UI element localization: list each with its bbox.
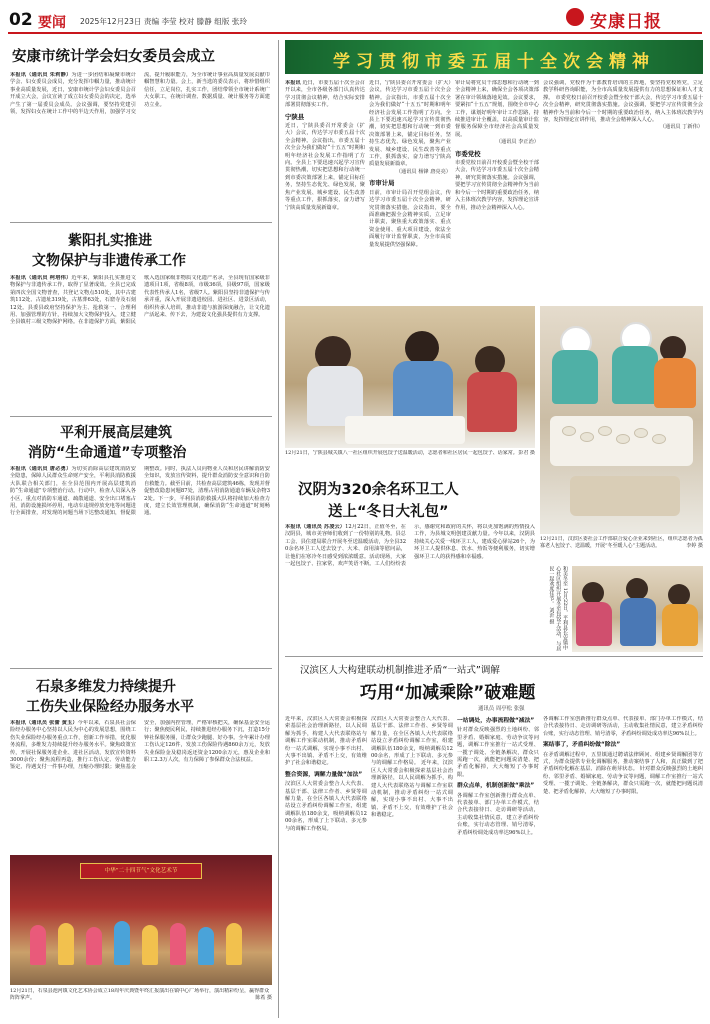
divider-right-1 bbox=[285, 656, 703, 657]
shiquan-body bbox=[10, 720, 270, 852]
hanbin-body-5: 在矛盾调解过程中，五里镇通过聘请法律顾问、组建乡贤调解团等方式，为群众提供专业化调解服务，推动案结事了人和，真正做到了把矛盾纠纷化解在基层、消除在萌芽状态。 bbox=[543, 751, 703, 773]
side-photo bbox=[572, 566, 703, 652]
stage-photo bbox=[10, 855, 272, 985]
ziyang-byline: 本报讯（通讯员 柯培伟） bbox=[10, 275, 72, 281]
hanbin-body-4-cont: 各调解工作室创新推行群众点单、代表接单、部门办单工作模式，结合代表接待日、走访调研等活动，主动收集社情民意，建立矛盾纠纷台账，实行动态管理、销号清零，矛盾纠纷调处成功率达96%以上。 bbox=[543, 716, 703, 737]
side-caption-credit: 刘沂 摄 bbox=[548, 607, 555, 625]
dumplings-caption-credit: 李婷 摄 bbox=[686, 542, 703, 549]
hanyin-text: 12月22日，正值冬至，在汉阴县，城市美容师们收到了一份特别的礼物。县总工会、县住建局联合开展冬至送温暖活动，为全县320余名环卫工人送去饺子、大米、食用油等慰问品，让他们在寒冷冬日感受到浓浓暖意。活动现场，大家一起包饺子、拉家常，欢声笑语不断。工人们纷纷表示，感谢党和政府的关怀，将以更加饱满的热情投入工作，为县城文明创建贡献力量。今年以来，汉阴县持续关心关爱一线环卫工人，建成爱心驿站26个，为环卫工人提供休息、饮水、热饭等便利服务，切实增强环卫工人的获得感和幸福感。 bbox=[285, 524, 535, 568]
ziyang-text: 近年来，紫阳县扎实推进文物保护与非遗传承工作，取得了显著成效。全县已完成第四次全国文物普查，共登记文物点510处，其中古建筑112处、古遗址319处，古墓葬63处，石窟寺及石刻12处。县委县政府坚持保护为主、抢救第一、合理利用、加强管理的方针，持续加大文物保护投入，建立健全县镇村三级文物保护网络。在非遗保护方面，紫阳民歌入选国家级非物质文化遗产名录，全县现有国家级非遗项目1项，省级8项，市级36项，县级97项，国家级代表性传承人1名，省级7人。紫阳县坚持非遗保护与传承并重，深入开展非遗进校园、进社区、进景区活动，组织传承人培训，推动非遗与旅游深度融合，让文化遗产活起来、传下去，为建设文化强县提供有力支撑。 bbox=[10, 275, 270, 326]
kids-caption-text: 12月21日，宁陕县城关镇八一社区组织开展包饺子送温暖活动，志愿者和社区居民一起包饺子、话家常。 bbox=[285, 450, 518, 456]
plenum-banner bbox=[285, 40, 703, 74]
side-caption-text: 和美冬至 12月22日，平利县长安镇中心社区组织开展冬至包饺子活动，与居民一起欢度佳节。 bbox=[548, 566, 568, 651]
stage-banner-text: 中华“二十四节气”文化艺术节 bbox=[104, 868, 178, 874]
women-fed-body bbox=[10, 72, 270, 222]
page-number: 02 bbox=[9, 10, 33, 30]
hanyin-byline: 本报讯（通讯员 苏凌云） bbox=[285, 524, 346, 530]
hanbin-body-4: 各调解工作室创新推行群众点单、代表接单、部门办单工作模式，结合代表接待日、走访调研等活动，主动收集社情民意，建立矛盾纠纷台账，实行动态管理、销号清零，矛盾纠纷调处成功率达96%以上。 bbox=[457, 792, 539, 836]
plenum-col-1 bbox=[285, 80, 365, 300]
pinli-text: 为切实消除高层建筑消防安全隐患，保障人民群众生命财产安全，平利县消防救援大队联合相关部门，在全县范围内开展高层建筑消防“生命通道”专项整治行动。行动中，检查人员深入各小区，重点对消防车通道、疏散通道、安全出口堵塞占用，消防设施损坏停用，电动车违规停放充电等问题进行全面排查，对发现的问题当场下达整改通知，督促限期整改。同时，执法人员向物业人员和居民讲解消防安全知识，发放宣传资料，提升群众消防安全意识和自防自救能力。截至目前，共检查高层建筑46栋，发现并督促整改隐患问题87处，清理占用消防通道车辆及杂物32处。下一步，平利县消防救援大队将持续加大检查力度，建立长效管理机制，确保消防“生命通道”时刻畅通。 bbox=[10, 466, 270, 517]
ziyang-body bbox=[10, 275, 270, 415]
audit-title: 市审计局 bbox=[369, 179, 395, 188]
pinli-headline-1: 平利开展高层建筑 bbox=[60, 425, 172, 441]
dancers bbox=[30, 905, 250, 975]
hanbin-headline: 巧用“加减乘除”破难题 bbox=[360, 683, 536, 703]
banner-text: 学习贯彻市委五届十全次会精神 bbox=[333, 52, 655, 72]
hanbin-byline: 通讯员 周亭松 张强 bbox=[478, 706, 525, 712]
hanbin-body-1-cont: 近年来，汉滨区人大常委会积极探索基层社会治理新路径，以人民调解为抓手，构建人大代表联络站与调解工作室联动机制，推动矛盾纠纷一站式调解，实现小事不出村、大事不出镇、矛盾不上交，有效维护了社会和谐稳定。 bbox=[371, 760, 453, 819]
shiquan-byline: 本报讯（通讯员 张蕾 黄玉） bbox=[10, 720, 78, 726]
hanbin-body-2: 汉滨区人大常委会整合人大代表、基层干部、法律工作者、乡贤等调解力量，在全区各镇人大代表联络站设立矛盾纠纷调解工作室，组建调解队伍180余支，吸纳调解员1200余名，形成了上下联动、多元参与的调解工作格局。 bbox=[285, 781, 367, 832]
plenum-col-2 bbox=[369, 80, 451, 300]
divider-3 bbox=[10, 668, 272, 669]
party-school-title: 市委党校 bbox=[455, 149, 481, 158]
dumplings-photo-caption bbox=[540, 536, 703, 564]
plenum-intro: 近日，市委五届十次全会召开以来，全市各级各部门认真传达学习贯彻会议精神，结合实际安排部署贯彻落实工作。 bbox=[285, 80, 365, 109]
stage-caption-credit: 陈希 摄 bbox=[255, 994, 272, 1001]
page-meta: 2025年12月23日 责编 李莹 校对 滕静 组版 张玲 bbox=[80, 17, 248, 26]
pinli-byline: 本报讯（通讯员 唐必勇） bbox=[10, 466, 72, 472]
hanbin-body-3: 针对群众反映强烈的土地纠纷、邻里矛盾、婚姻家庭、劳动争议等问题，调解工作室推行一站式受理、一揽子调处、全链条解决，群众只需跑一次，就能把问题说清楚、把矛盾化解掉，大大缩短了办事时限。 bbox=[457, 727, 539, 778]
divider-1 bbox=[10, 222, 272, 223]
hanbin-col-3 bbox=[457, 716, 539, 1016]
pinli-body bbox=[10, 466, 270, 666]
hanbin-col-4 bbox=[543, 716, 703, 1016]
col3-credit: （通讯员 李正治） bbox=[495, 139, 539, 146]
side-caption bbox=[540, 566, 568, 652]
hanbin-sub-1: 整合资源，调解力量做“加法” bbox=[285, 771, 363, 778]
col4-credit: （通讯员 丁新伟） bbox=[659, 124, 703, 131]
section-name: 要闻 bbox=[38, 15, 66, 31]
hanyin-body bbox=[285, 524, 535, 642]
women-fed-headline: 安康市统计学会妇女委员会成立 bbox=[12, 49, 215, 65]
column-divider bbox=[278, 40, 279, 1018]
hanbin-sub-4: 案结事了，矛盾纠纷做“除法” bbox=[543, 742, 621, 749]
ningshan-body: 近日，宁陕县委召开常委会（扩大）会议，传达学习市委五届十次全会精神。会议指出，市委五届十次全会为我们做好“十五五”时期和明年经济社会发展工作指明了方向。全县上下要迅速兴起学习宣传贯彻热潮，切实把思想和行动统一到市委决策部署上来，锚定目标任务，坚持生态优先、绿色发展，聚焦产业发展、城乡建设、民生改善等重点工作，狠抓落实，奋力谱写宁陕高质量发展新篇章。 bbox=[285, 123, 365, 211]
party-school-body: 市委党校日前召开校委会暨全校干部大会，传达学习市委五届十次全会精神，研究贯彻落实措施。会议强调，要把学习宣传贯彻全会精神作为当前和今后一个时期的重要政治任务，纳入主体班次教学内容，发挥理论宣讲作用，推动全会精神深入人心。 bbox=[455, 160, 539, 211]
hanbin-body-3-cont: 针对群众反映强烈的土地纠纷、邻里矛盾、婚姻家庭、劳动争议等问题，调解工作室推行一站式受理、一揽子调处、全链条解决，群众只需跑一次，就能把问题说清楚、把矛盾化解掉，大大缩短了办事时限。 bbox=[543, 766, 703, 795]
hanyin-headline-2: 送上“冬日大礼包” bbox=[328, 504, 449, 520]
women-fed-byline: 本报讯（通讯员 朱莉静） bbox=[10, 72, 72, 78]
plenum-col-3 bbox=[455, 80, 539, 300]
hanbin-sub-2: 一站调处，办事流程做“减法” bbox=[457, 718, 535, 724]
audit-body: 日前，市审计局召开党组会议，传达学习市委五届十次全会精神，研究贯彻落实措施。会议指出，要全面准确把握全会精神实质，立足审计职责，聚焦重大政策落实、重点资金使用、重大项目建设，依法全面履行审计监督职责，为全市高质量发展提供坚强保障。 bbox=[369, 189, 451, 248]
divider-2 bbox=[10, 416, 272, 417]
dumplings-photo bbox=[540, 306, 703, 534]
shiquan-headline-2: 工伤失业保险经办服务水平 bbox=[26, 699, 194, 715]
col3-body: 审计局将党员干部思想和行动统一到全会精神上来，确保全会各项决策部署在审计领域落地见效。会议要求，要紧扣“十五五”规划，围绕全市中心工作，谋划好明年审计工作思路，持续推进审计全覆盖，以高质量审计监督服务保障全市经济社会高质量发展。 bbox=[455, 80, 539, 138]
plenum-col-4 bbox=[543, 80, 703, 300]
plenum-byline: 本报讯 bbox=[285, 80, 303, 86]
kids-photo-caption bbox=[285, 450, 535, 466]
hanbin-body-1: 近年来，汉滨区人大常委会积极探索基层社会治理新路径，以人民调解为抓手，构建人大代表联络站与调解工作室联动机制，推动矛盾纠纷一站式调解，实现小事不出村、大事不出镇、矛盾不上交，有效维护了社会和谐稳定。 bbox=[285, 716, 367, 767]
hanbin-sub-3: 群众点单，机制创新做“乘法” bbox=[457, 783, 535, 790]
page-header bbox=[0, 0, 710, 34]
pinli-headline-2: 消防“生命通道”专项整治 bbox=[28, 445, 187, 461]
ningshan-body-cont: 近日，宁陕县委召开常委会（扩大）会议，传达学习市委五届十次全会精神。会议指出，市委五届十次全会为我们做好“十五五”时期和明年经济社会发展工作指明了方向。全县上下要迅速兴起学习宣传贯彻热潮，切实把思想和行动统一到市委决策部署上来，锚定目标任务，坚持生态优先、绿色发展，聚焦产业发展、城乡建设、民生改善等重点工作，狠抓落实，奋力谱写宁陕高质量发展新篇章。 bbox=[369, 80, 451, 168]
hanbin-body-2-cont: 汉滨区人大常委会整合人大代表、基层干部、法律工作者、乡贤等调解力量，在全区各镇人大代表联络站设立矛盾纠纷调解工作室，组建调解队伍180余支，吸纳调解员1200余名，形成了上下联动、多元参与的调解工作格局。 bbox=[371, 716, 453, 767]
logo-emblem-icon bbox=[566, 8, 584, 26]
kids-photo bbox=[285, 306, 535, 448]
shiquan-headline-1: 石泉多维发力持续提升 bbox=[36, 679, 176, 695]
logo bbox=[566, 6, 676, 30]
col4-body-cont: 市委党校日前召开校委会暨全校干部大会，传达学习市委五届十次全会精神，研究贯彻落实措施。会议强调，要把学习宣传贯彻全会精神作为当前和今后一个时期的重要政治任务，纳入主体班次教学内容，发挥理论宣讲作用，推动全会精神深入人心。 bbox=[543, 94, 703, 124]
col4-body: 会议强调，党校作为干部教育培训的主阵地，要坚持党校姓党，立足教学科研咨询职能，为全市高质量发展提供有力的思想保证和人才支撑。 bbox=[543, 80, 703, 101]
logo-text: 安康日报 bbox=[590, 12, 662, 32]
hanbin-col-1 bbox=[285, 716, 367, 1016]
hanbin-kicker: 汉滨区人大构建联动机制推进矛盾“一站式”调解 bbox=[300, 665, 500, 676]
ningshan-credit: （通讯员 杨锋 唐亮亮） bbox=[395, 168, 451, 175]
shiquan-text: 今年以来，石泉县社会保险经办服务中心坚持以人民为中心的发展思想，围绕工伤失业保险经办服务重点工作，创新工作举措，优化服务流程，多维发力持续提升经办服务水平。聚焦政策宣传，开展社保服务进企业、进社区活动，发放宣传资料3000余份；聚焦流程再造，推行工伤认定、劳动能力鉴定、待遇支付一件事办理，压缩办理时限；聚焦基金安全，加强内控管理，严格审核把关，确保基金安全运行；聚焦便民利民，持续推进经办服务下沉，打造15分钟社保服务圈，让群众少跑腿、好办事。全年累计办理工伤认定126件，发放工伤保险待遇860余万元，发放失业保险金及稳岗返还资金1200余万元，惠及企业和职工2.3万人次，有力保障了参保群众合法权益。 bbox=[10, 720, 270, 771]
ziyang-headline-2: 文物保护与非遗传承工作 bbox=[32, 253, 186, 269]
women-fed-text: 为进一步团结和凝聚市统计学会、妇女委员会成员，充分发挥巾帼力量，推动统计事业高质量发展，近日，安康市统计学会妇女委员会召开成立大会，会议宣读了成立妇女委员会的决定，选举产生了第一届委员会成员。会议强调，要坚持党建引领，发挥妇女在统计工作中的半边天作用，加强学习交流，提升履职能力，为全市统计事业高质量发展贡献巾帼智慧和力量。会上，新当选的委员表示，将珍惜组织信任，立足岗位，扎实工作，团结带领全市统计系统广大女职工，在统计调查、数据质量、统计服务等方面建功立业。 bbox=[10, 72, 270, 116]
stage-banner bbox=[80, 863, 202, 879]
kids-caption-credit: 彭君 摄 bbox=[518, 450, 535, 456]
hanbin-col-2 bbox=[371, 716, 453, 1016]
stage-photo-caption bbox=[10, 988, 272, 1018]
hanyin-headline-1: 汉阴为320余名环卫工人 bbox=[298, 482, 459, 498]
ziyang-headline-1: 紫阳扎实推进 bbox=[68, 233, 152, 249]
ningshan-title: 宁陕县 bbox=[285, 112, 305, 121]
dumplings-caption-text: 12月21日，汉滨区委社会工作部联合爱心企业来到社区，组织志愿者为孤寡老人包饺子、送温暖，开展“冬至暖人心”主题活动。 bbox=[540, 536, 703, 549]
stage-caption-text: 12月21日，石泉县池河镇文化艺术协会成立18周年庆典暨年终汇报演出在镇中心广场举行，演出精彩纷呈，赢得群众阵阵掌声。 bbox=[10, 988, 270, 1001]
header-rule bbox=[8, 32, 702, 34]
